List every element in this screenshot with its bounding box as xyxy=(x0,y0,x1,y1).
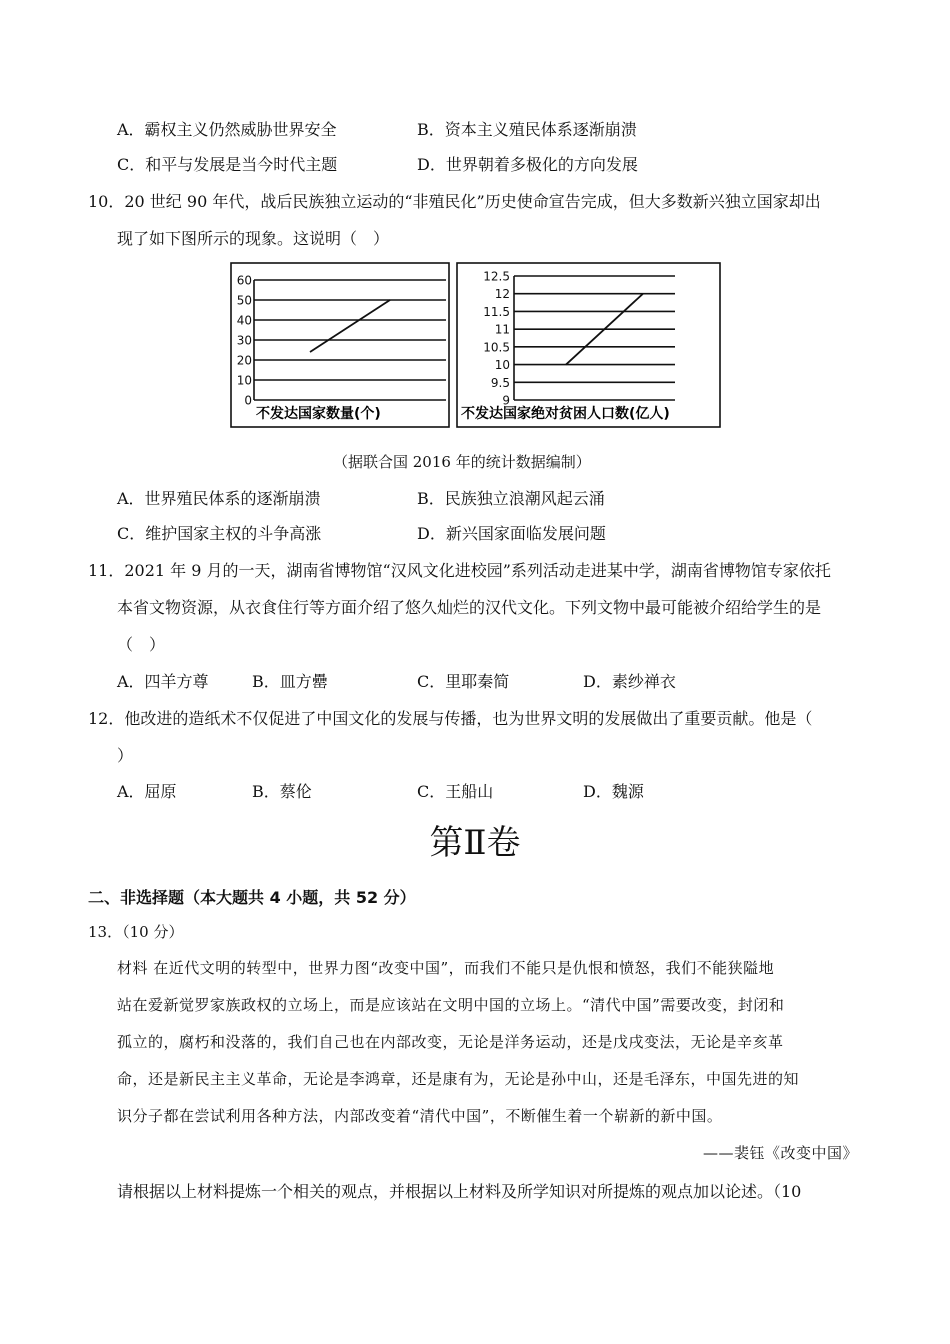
q13-material-line4: 命，还是新民主主义革命，无论是李鸿章，还是康有为，无论是孙中山，还是毛泽东，中国先进的知 xyxy=(117,1070,800,1088)
q13-material-line2: 站在爱新觉罗家族政权的立场上，而是应该站在文明中国的立场上。“清代中国”需要改变，封闭和 xyxy=(117,996,785,1014)
chart-2-xlabel: 不发达国家绝对贫困人口数(亿人) xyxy=(461,406,670,422)
q10-option-a: A．世界殖民体系的逐渐崩溃 xyxy=(117,489,321,508)
q13-question: 请根据以上材料提炼一个相关的观点，并根据以上材料及所学知识对所提炼的观点加以论述。（10 xyxy=(117,1182,802,1201)
chart-2-y-tick-label: 10 xyxy=(494,358,510,373)
q10-option-d: D．新兴国家面临发展问题 xyxy=(417,524,606,543)
q10-chart-caption: （据联合国 2016 年的统计数据编制） xyxy=(333,453,591,471)
chart-2-y-tick-label: 12.5 xyxy=(483,269,510,284)
q13-source: ——裴钰《改变中国》 xyxy=(702,1144,858,1162)
q13-material-line3: 孤立的，腐朽和没落的，我们自己也在内部改变，无论是洋务运动，还是戊戌变法，无论是辛亥革 xyxy=(117,1033,784,1051)
q10-charts xyxy=(230,262,722,430)
q10-stem-line2: 现了如下图所示的现象。这说明（ ） xyxy=(117,229,390,248)
q11-stem-line1: 11．2021 年 9 月的一天，湖南省博物馆“汉风文化进校园”系列活动走进某中学，湖南省博物馆专家依托 xyxy=(88,561,831,580)
chart-2-y-tick-label: 12 xyxy=(494,287,510,302)
part-2-title: 第Ⅱ卷 xyxy=(429,823,521,863)
chart-1-y-tick-label: 30 xyxy=(236,333,252,348)
chart-developing-country-count xyxy=(231,263,449,427)
q12-option-c: C．王船山 xyxy=(417,782,494,801)
chart-1-y-tick-label: 40 xyxy=(236,313,252,328)
q12-option-d: D．魏源 xyxy=(583,782,644,801)
q11-option-d: D．素纱禅衣 xyxy=(583,672,676,691)
chart-1-xlabel: 不发达国家数量(个) xyxy=(256,406,381,422)
q10-option-c: C．维护国家主权的斗争高涨 xyxy=(117,524,322,543)
chart-1-y-tick-label: 0 xyxy=(244,393,252,408)
q11-option-c: C．里耶秦简 xyxy=(417,672,510,691)
q13-material-line1: 材料 在近代文明的转型中，世界力图“改变中国”，而我们不能只是仇恨和愤怒，我们不能狭隘地 xyxy=(117,959,775,977)
chart-1-y-tick-label: 20 xyxy=(236,353,252,368)
q9-option-a: A．霸权主义仍然威胁世界安全 xyxy=(117,120,337,139)
chart-2-y-tick-label: 10.5 xyxy=(483,340,510,355)
q12-option-b: B．蔡伦 xyxy=(252,782,312,801)
q9-option-d: D．世界朝着多极化的方向发展 xyxy=(417,155,638,174)
q12-stem-line2: ） xyxy=(117,746,134,765)
chart-1-y-tick-label: 10 xyxy=(236,373,252,388)
q11-option-a: A．四羊方尊 xyxy=(117,672,209,691)
q13-material-line5: 识分子都在尝试利用各种方法，内部改变着“清代中国”，不断催生着一个崭新的新中国。 xyxy=(117,1107,723,1125)
chart-2-y-tick-label: 9 xyxy=(502,393,510,408)
chart-1-series-line xyxy=(310,300,390,352)
q13-head: 13．（10 分） xyxy=(88,923,184,941)
chart-2-y-tick-label: 11.5 xyxy=(483,304,510,319)
chart-2-y-tick-label: 9.5 xyxy=(490,375,510,390)
chart-poverty-population xyxy=(457,263,720,427)
q12-stem-line1: 12．他改进的造纸术不仅促进了中国文化的发展与传播，也为世界文明的发展做出了重要贡献。他是（ xyxy=(88,709,813,728)
q11-stem-line3: （ ） xyxy=(117,635,166,654)
q9-option-b: B．资本主义殖民体系逐渐崩溃 xyxy=(417,120,637,139)
q12-option-a: A．屈原 xyxy=(117,782,177,801)
q10-option-b: B．民族独立浪潮风起云涌 xyxy=(417,489,605,508)
chart-1-frame xyxy=(231,263,449,427)
section-2-title: 二、非选择题（本大题共 4 小题，共 52 分） xyxy=(88,888,416,907)
q10-stem-line1: 10．20 世纪 90 年代，战后民族独立运动的“非殖民化”历史使命宣告完成，但大多数新兴独立国家却出 xyxy=(88,192,821,211)
q9-option-c: C．和平与发展是当今时代主题 xyxy=(117,155,338,174)
q11-option-b: B．皿方罍 xyxy=(252,672,328,691)
chart-1-y-tick-label: 50 xyxy=(236,293,252,308)
chart-1-y-tick-label: 60 xyxy=(236,273,252,288)
chart-2-y-tick-label: 11 xyxy=(494,322,510,337)
q11-stem-line2: 本省文物资源，从衣食住行等方面介绍了悠久灿烂的汉代文化。下列文物中最可能被介绍给学生的是 xyxy=(117,598,822,617)
